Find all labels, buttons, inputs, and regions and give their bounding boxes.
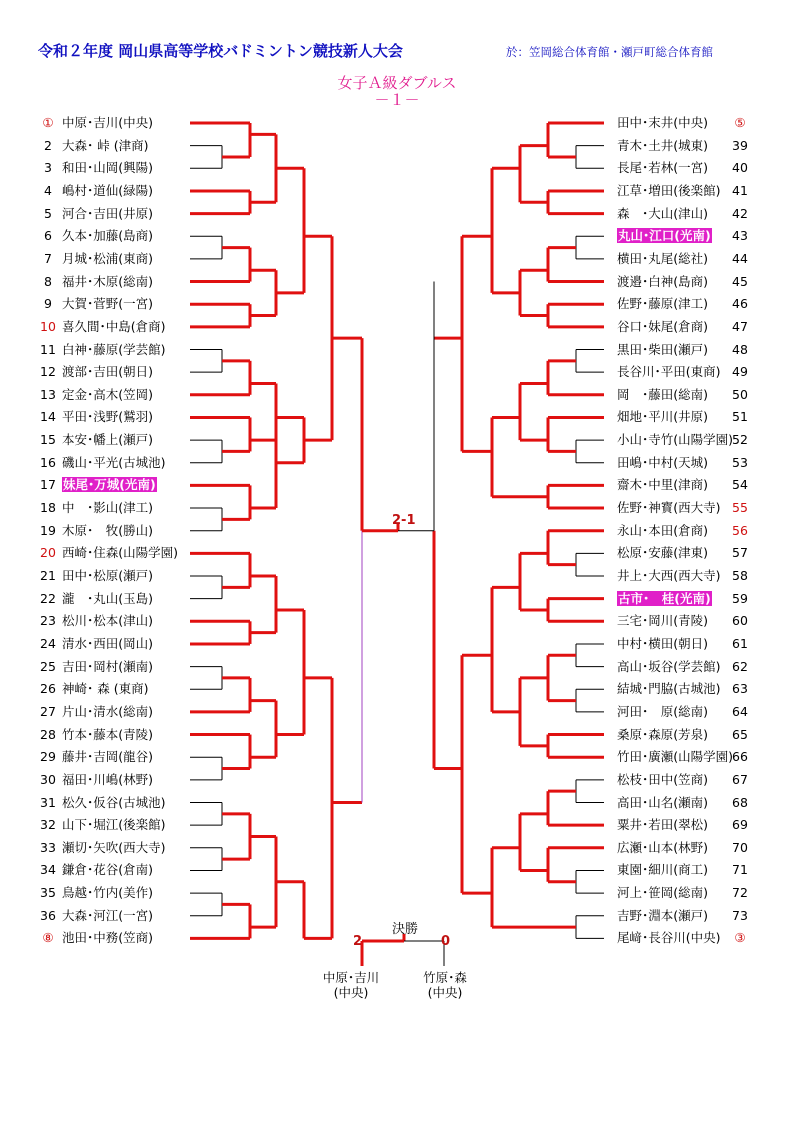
entry-row xyxy=(617,317,708,337)
entry-row xyxy=(62,272,153,292)
entry-row xyxy=(62,158,153,178)
entry-number: 31 xyxy=(40,794,56,810)
entry-team-name: 月城･松浦(東商) xyxy=(62,250,154,266)
entry-team-name: 横田･丸尾(総社) xyxy=(617,250,709,266)
entry-number: 3 xyxy=(44,160,52,176)
entry-number: 40 xyxy=(732,160,748,176)
entry-team-name: 磯山･平光(古城池) xyxy=(62,454,166,470)
entry-row xyxy=(62,204,153,224)
entry-row xyxy=(617,272,708,292)
entry-team-name: 高田･山名(瀬南) xyxy=(617,794,709,810)
entry-number: 36 xyxy=(40,907,56,923)
entry-number: 25 xyxy=(40,658,56,674)
entry-team-name: 丸山･江口(光南) xyxy=(618,228,711,244)
entry-number: 30 xyxy=(40,771,56,787)
entry-team-name: 中原･吉川(中央) xyxy=(62,115,154,130)
entry-number: 39 xyxy=(732,137,748,153)
entry-number: 63 xyxy=(732,681,748,697)
entry-row xyxy=(617,204,708,224)
entry-team-name: 渡邉･白神(島商) xyxy=(617,273,709,289)
entry-row xyxy=(617,158,708,178)
entry-number: 51 xyxy=(732,409,748,425)
entry-row xyxy=(62,883,153,903)
entry-row xyxy=(62,928,153,948)
entry-number: 27 xyxy=(40,703,56,719)
final-right-team xyxy=(400,970,490,1000)
entry-row xyxy=(617,407,708,427)
entry-row xyxy=(62,362,153,382)
entry-row xyxy=(617,362,721,382)
final-score-right: 0 xyxy=(441,934,451,949)
entry-number: 9 xyxy=(44,296,52,312)
entry-team-name: 青木･土井(城東) xyxy=(617,137,709,153)
entry-number: 2 xyxy=(44,137,52,153)
entry-team-name: 平田･浅野(鷲羽) xyxy=(62,409,154,425)
entry-team-name: 清水･西田(岡山) xyxy=(62,635,154,651)
entry-row xyxy=(62,475,157,495)
entry-number: 19 xyxy=(40,522,56,538)
entry-row xyxy=(617,793,708,813)
entry-number: 49 xyxy=(732,364,748,380)
entry-team-name: 河田･ 原(総南) xyxy=(617,703,709,719)
entry-number: 14 xyxy=(40,409,56,425)
entry-number: 47 xyxy=(732,318,748,334)
entry-row xyxy=(617,521,708,541)
entry-number: 52 xyxy=(732,432,748,448)
entry-row xyxy=(62,498,153,518)
entry-row xyxy=(617,589,712,609)
entry-row xyxy=(617,770,708,790)
entry-row xyxy=(617,702,708,722)
entry-number: 73 xyxy=(732,907,748,923)
entry-team-name: 嶋村･道仙(緑陽) xyxy=(62,182,154,198)
entry-row xyxy=(617,498,721,518)
entry-row xyxy=(62,860,153,880)
entry-number: 23 xyxy=(40,613,56,629)
entry-row xyxy=(62,702,153,722)
final-left-name: 中原･吉川 xyxy=(322,970,380,985)
entry-row xyxy=(617,611,708,631)
entry-team-name: 佐野･神寳(西大寺) xyxy=(617,500,721,516)
venue-text: 於：笠岡総合体育館・瀬戸町総合体育館 xyxy=(506,45,713,59)
entry-row xyxy=(62,340,166,360)
entry-number: 48 xyxy=(732,341,748,357)
entry-number: 15 xyxy=(40,432,56,448)
entry-row xyxy=(617,453,708,473)
entry-row xyxy=(62,566,153,586)
entry-team-name: 河合･吉田(井原) xyxy=(62,205,154,221)
page-title: 令和２年度 岡山県高等学校バドミントン競技新人大会 xyxy=(38,42,403,60)
entry-team-name: 白神･藤原(学芸館) xyxy=(62,341,166,357)
entry-team-name: 黒田･柴田(瀬戸) xyxy=(617,341,709,357)
entry-team-name: 谷口･妹尾(倉商) xyxy=(617,318,709,334)
entry-row xyxy=(62,589,153,609)
entry-row xyxy=(62,294,153,314)
entry-team-name: 田嶋･中村(天城) xyxy=(617,454,709,470)
entry-team-name: 齋木･中里(津商) xyxy=(617,477,709,493)
entry-team-name: 本安･幡上(瀬戸) xyxy=(62,432,154,448)
entry-number: 43 xyxy=(732,228,748,244)
entry-team-name: 福井･木原(総南) xyxy=(62,273,154,289)
entry-number: 29 xyxy=(40,749,56,765)
entry-team-name: 定金･高木(笠岡) xyxy=(62,386,154,402)
entry-row xyxy=(62,226,153,246)
entry-row xyxy=(62,543,178,563)
entry-team-name: 桑原･森原(芳泉) xyxy=(617,726,709,742)
entry-number: 59 xyxy=(732,590,748,606)
entry-team-name: 鳥越･竹内(美作) xyxy=(62,885,154,901)
entry-row xyxy=(62,611,153,631)
entry-row xyxy=(62,815,166,835)
entry-number: ③ xyxy=(734,930,746,946)
entry-team-name: 中村･横田(朝日) xyxy=(617,635,709,651)
entry-number: 54 xyxy=(732,477,748,493)
entry-row xyxy=(62,113,153,133)
entry-team-name: 山下･堀江(後楽館) xyxy=(62,817,166,833)
entry-row xyxy=(617,860,708,880)
entry-row xyxy=(62,181,153,201)
entry-row xyxy=(62,385,153,405)
entry-row xyxy=(617,725,708,745)
entry-number: 68 xyxy=(732,794,748,810)
entry-team-name: 和田･山岡(興陽) xyxy=(62,160,154,176)
entry-row xyxy=(617,815,708,835)
entry-team-name: 井上･大西(西大寺) xyxy=(617,568,721,583)
entry-team-name: 瀬切･矢吹(西大寺) xyxy=(62,839,166,855)
entry-row xyxy=(617,657,721,677)
entry-number: 24 xyxy=(40,635,56,651)
entry-number: 28 xyxy=(40,726,56,742)
entry-team-name: 岡 ･藤田(総南) xyxy=(617,386,709,402)
final-right-name: 竹原･森 xyxy=(423,970,467,985)
entry-team-name: 竹本･藤本(青陵) xyxy=(62,726,154,742)
entry-row xyxy=(62,453,166,473)
entry-team-name: 喜久間･中島(倉商) xyxy=(62,318,166,334)
entry-team-name: 田中･末井(中央) xyxy=(617,115,709,130)
entry-number: 71 xyxy=(732,862,748,878)
entry-row xyxy=(62,770,153,790)
entry-number: 50 xyxy=(732,386,748,402)
entry-number: 61 xyxy=(732,635,748,651)
final-left-school: (中央) xyxy=(333,985,369,1000)
entry-team-name: 吉田･岡村(瀬南) xyxy=(62,658,154,674)
entry-number: 45 xyxy=(732,273,748,289)
entry-team-name: 長尾･若林(一宮) xyxy=(617,160,709,176)
entry-number: 57 xyxy=(732,545,748,561)
entry-number: 72 xyxy=(732,885,748,901)
entry-row xyxy=(617,747,733,767)
entry-row xyxy=(617,838,708,858)
entry-number: 32 xyxy=(40,817,56,833)
entry-team-name: 森 ･大山(津山) xyxy=(617,205,709,221)
event-title: 女子Ａ級ダブルス xyxy=(337,74,457,92)
entry-number: 11 xyxy=(40,341,56,357)
entry-team-name: 福田･川嶋(林野) xyxy=(62,771,154,787)
entry-number: 20 xyxy=(40,545,56,561)
entry-number: 5 xyxy=(44,205,52,221)
entry-team-name: 高山･坂谷(学芸館) xyxy=(617,658,721,674)
final-label: 決勝 xyxy=(391,922,418,937)
entry-number: 16 xyxy=(40,454,56,470)
entry-number: 44 xyxy=(732,250,748,266)
entry-number: 6 xyxy=(44,228,52,244)
entry-team-name: 大賀･菅野(一宮) xyxy=(62,296,154,312)
entry-team-name: 松原･安藤(津東) xyxy=(617,545,709,561)
entry-team-name: 池田･中務(笠商) xyxy=(62,930,154,946)
entry-team-name: 江草･増田(後楽館) xyxy=(617,182,721,198)
entry-row xyxy=(62,906,153,926)
entry-row xyxy=(62,793,166,813)
final-right-school: (中央) xyxy=(427,985,463,1000)
entry-row xyxy=(617,543,708,563)
entry-number: 10 xyxy=(40,318,56,334)
entry-row xyxy=(62,657,153,677)
entry-row xyxy=(617,475,708,495)
entry-number: 4 xyxy=(44,182,52,198)
entry-number: 13 xyxy=(40,386,56,402)
entry-row xyxy=(617,385,708,405)
entry-number: 66 xyxy=(732,749,748,765)
entry-row xyxy=(62,407,153,427)
entry-team-name: 広瀬･山本(林野) xyxy=(617,839,709,855)
entry-number: ① xyxy=(42,115,54,130)
entry-row xyxy=(617,136,708,156)
entry-row xyxy=(617,294,708,314)
entry-team-name: 結城･門脇(古城池) xyxy=(617,681,721,697)
entry-team-name: 三宅･岡川(青陵) xyxy=(617,613,709,629)
entry-row xyxy=(62,430,153,450)
entry-team-name: 西崎･住森(山陽学園) xyxy=(62,545,179,561)
entry-number: 26 xyxy=(40,681,56,697)
final-left-team xyxy=(306,970,396,1000)
entry-row xyxy=(617,340,708,360)
entry-number: 42 xyxy=(732,205,748,221)
entry-number: 65 xyxy=(732,726,748,742)
entry-number: 21 xyxy=(40,568,56,583)
entry-team-name: 藤井･吉岡(龍谷) xyxy=(62,749,154,765)
entry-number: 18 xyxy=(40,500,56,516)
entry-row xyxy=(617,181,721,201)
entry-row xyxy=(62,249,153,269)
entry-number: 60 xyxy=(732,613,748,629)
entry-row xyxy=(62,838,166,858)
entry-number: 12 xyxy=(40,364,56,380)
entry-team-name: 大森･ 峠 (津商) xyxy=(62,137,149,153)
entry-number: 58 xyxy=(732,568,748,583)
entry-number: 55 xyxy=(732,500,748,516)
entry-number: 7 xyxy=(44,250,52,266)
entry-row xyxy=(62,725,153,745)
entry-row xyxy=(617,883,708,903)
entry-number: 64 xyxy=(732,703,748,719)
entry-team-name: 吉野･淵本(瀬戸) xyxy=(617,907,709,923)
entry-number: 53 xyxy=(732,454,748,470)
entry-team-name: 田中･松原(瀬戸) xyxy=(62,568,154,583)
entry-team-name: 妹尾･万城(光南) xyxy=(63,477,156,493)
entry-number: ⑤ xyxy=(734,115,746,130)
entry-team-name: 古市･ 桂(光南) xyxy=(618,590,711,606)
entry-row xyxy=(62,521,153,541)
entry-team-name: 松枝･田中(笠商) xyxy=(617,771,709,787)
entry-number: 46 xyxy=(732,296,748,312)
entry-team-name: 神崎･ 森 (東商) xyxy=(62,681,149,697)
entry-team-name: 竹田･廣瀬(山陽学園) xyxy=(617,749,734,765)
entry-team-name: 長谷川･平田(東商) xyxy=(617,364,721,380)
entry-row xyxy=(62,136,148,156)
semifinal-score: 2-1 xyxy=(392,513,416,528)
entry-number: 17 xyxy=(40,477,56,493)
entry-number: 34 xyxy=(40,862,56,878)
entry-row xyxy=(617,226,712,246)
entry-number: 8 xyxy=(44,273,52,289)
entry-row xyxy=(617,430,733,450)
entry-row xyxy=(617,679,721,699)
entry-row xyxy=(62,679,148,699)
entry-team-name: 松川･松本(津山) xyxy=(62,613,154,629)
entry-number: 22 xyxy=(40,590,56,606)
entry-team-name: 大森･河江(一宮) xyxy=(62,907,154,923)
entry-number: 35 xyxy=(40,885,56,901)
entry-row xyxy=(617,249,708,269)
entry-team-name: 松久･仮谷(古城池) xyxy=(62,794,166,810)
entry-number: 70 xyxy=(732,839,748,855)
entry-team-name: 瀧 ･丸山(玉島) xyxy=(62,590,154,606)
entry-number: 56 xyxy=(732,522,748,538)
entry-row xyxy=(617,113,708,133)
page-number: －１－ xyxy=(374,91,420,109)
entry-team-name: 河上･笹岡(総南) xyxy=(617,885,709,901)
entry-team-name: 尾﨑･長谷川(中央) xyxy=(617,930,721,946)
entry-team-name: 佐野･藤原(津工) xyxy=(617,296,709,312)
entry-team-name: 小山･寺竹(山陽学園) xyxy=(617,432,734,448)
entry-number: 69 xyxy=(732,817,748,833)
entry-row xyxy=(617,566,721,586)
final-score-left: 2 xyxy=(353,934,363,949)
entry-team-name: 渡部･吉田(朝日) xyxy=(62,364,154,380)
entry-row xyxy=(617,906,708,926)
entry-row xyxy=(62,634,153,654)
entry-team-name: 畑地･平川(井原) xyxy=(617,409,709,425)
entry-team-name: 久本･加藤(島商) xyxy=(62,228,154,244)
entry-team-name: 片山･清水(総南) xyxy=(62,703,154,719)
entry-row xyxy=(617,634,708,654)
entry-team-name: 鎌倉･花谷(倉南) xyxy=(62,862,154,878)
entry-team-name: 東園･細川(商工) xyxy=(617,862,709,878)
entry-number: 33 xyxy=(40,839,56,855)
entry-team-name: 中 ･影山(津工) xyxy=(62,500,154,516)
entry-number: 41 xyxy=(732,182,748,198)
entry-team-name: 粟井･若田(翠松) xyxy=(617,817,709,833)
entry-team-name: 永山･本田(倉商) xyxy=(617,522,709,538)
entry-number: 62 xyxy=(732,658,748,674)
entry-row xyxy=(617,928,721,948)
entry-row xyxy=(62,317,166,337)
entry-number: 67 xyxy=(732,771,748,787)
entry-team-name: 木原･ 牧(勝山) xyxy=(62,522,154,538)
entry-row xyxy=(62,747,153,767)
entry-number: ⑧ xyxy=(42,930,54,946)
